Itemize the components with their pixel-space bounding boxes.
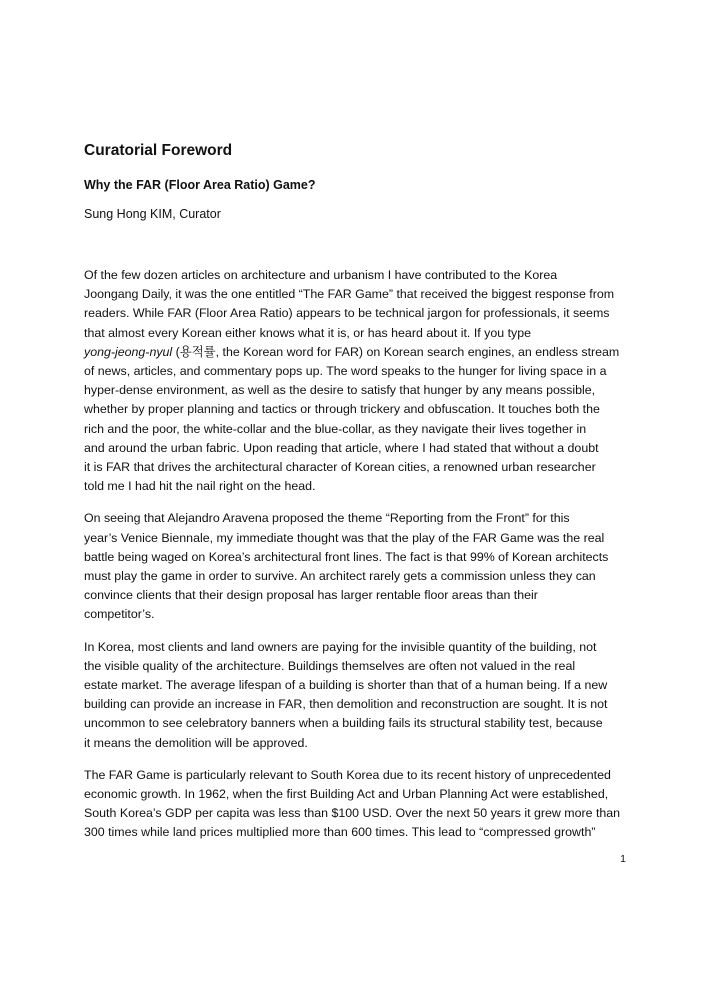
- text-line: Joongang Daily, it was the one entitled “The FAR Game” that received the biggest response from: [84, 287, 615, 302]
- text-line: uncommon to see celebratory banners when a building fails its structural stability test, because: [84, 716, 603, 731]
- page-number: 1: [620, 853, 626, 865]
- text-line: year’s Venice Biennale, my immediate thought was that the play of the FAR Game was the real: [84, 530, 605, 545]
- text-line: competitor’s.: [84, 607, 155, 622]
- text-line: The FAR Game is particularly relevant to South Korea due to its recent history of unprecedented: [84, 767, 611, 782]
- text-line: it is FAR that drives the architectural character of Korean cities, a renowned urban researcher: [84, 460, 596, 475]
- paragraph-3: [84, 638, 626, 753]
- text-line: whether by proper planning and tactics or through trickery and obfuscation. It touches both the: [84, 402, 600, 417]
- text-line: 300 times while land prices multiplied more than 600 times. This lead to “compressed growth”: [84, 825, 596, 840]
- text-line: the visible quality of the architecture. Buildings themselves are often not valued in the real: [84, 658, 576, 673]
- text-line: building can provide an increase in FAR, then demolition and reconstruction are sought. It is not: [84, 697, 608, 712]
- text-line: hyper-dense environment, as well as the desire to satisfy that hunger by any means possible,: [84, 383, 596, 398]
- body-text: [84, 266, 626, 856]
- text-line: convince clients that their design proposal has larger rentable floor areas than their: [84, 588, 538, 603]
- text-line: On seeing that Alejandro Aravena proposed the theme “Reporting from the Front” for this: [84, 511, 570, 526]
- paragraph-2: [84, 509, 626, 624]
- paragraph-4: [84, 766, 626, 843]
- text-line: readers. While FAR (Floor Area Ratio) appears to be technical jargon for professionals, it seems: [84, 306, 610, 321]
- text-line: battle being waged on Korea’s architectural front lines. The fact is that 99% of Korean architects: [84, 549, 609, 564]
- text-line: must play the game in order to survive. An architect rarely gets a commission unless they can: [84, 569, 596, 584]
- text-line: it means the demolition will be approved.: [84, 735, 308, 750]
- text-line: and around the urban fabric. Upon reading that article, where I had stated that without a doubt: [84, 440, 599, 455]
- text-line: In Korea, most clients and land owners are paying for the invisible quantity of the building, not: [84, 639, 597, 654]
- author-byline: Sung Hong KIM, Curator: [84, 207, 221, 221]
- text-line: told me I had hit the nail right on the head.: [84, 479, 316, 494]
- paragraph-1: [84, 266, 626, 496]
- text-fragment: (용적률, the Korean word for FAR) on Korean search engines, an endless stream: [172, 344, 620, 359]
- document-title: Curatorial Foreword: [84, 142, 233, 159]
- text-line: economic growth. In 1962, when the first Building Act and Urban Planning Act were established,: [84, 787, 609, 802]
- text-line: estate market. The average lifespan of a building is shorter than that of a human being. If a new: [84, 678, 608, 693]
- text-line: Of the few dozen articles on architecture and urbanism I have contributed to the Korea: [84, 268, 558, 282]
- document-subtitle: Why the FAR (Floor Area Ratio) Game?: [84, 178, 316, 192]
- text-line: [84, 343, 626, 362]
- text-line: of news, articles, and commentary pops up. The word speaks to the hunger for living space in a: [84, 364, 607, 379]
- text-line: rich and the poor, the white-collar and the blue-collar, as they navigate their lives together in: [84, 421, 587, 436]
- text-line: that almost every Korean either knows what it is, or has heard about it. If you type: [84, 325, 531, 340]
- italic-term: yong-jeong-nyul: [84, 344, 173, 359]
- text-line: South Korea’s GDP per capita was less than $100 USD. Over the next 50 years it grew more than: [84, 806, 621, 821]
